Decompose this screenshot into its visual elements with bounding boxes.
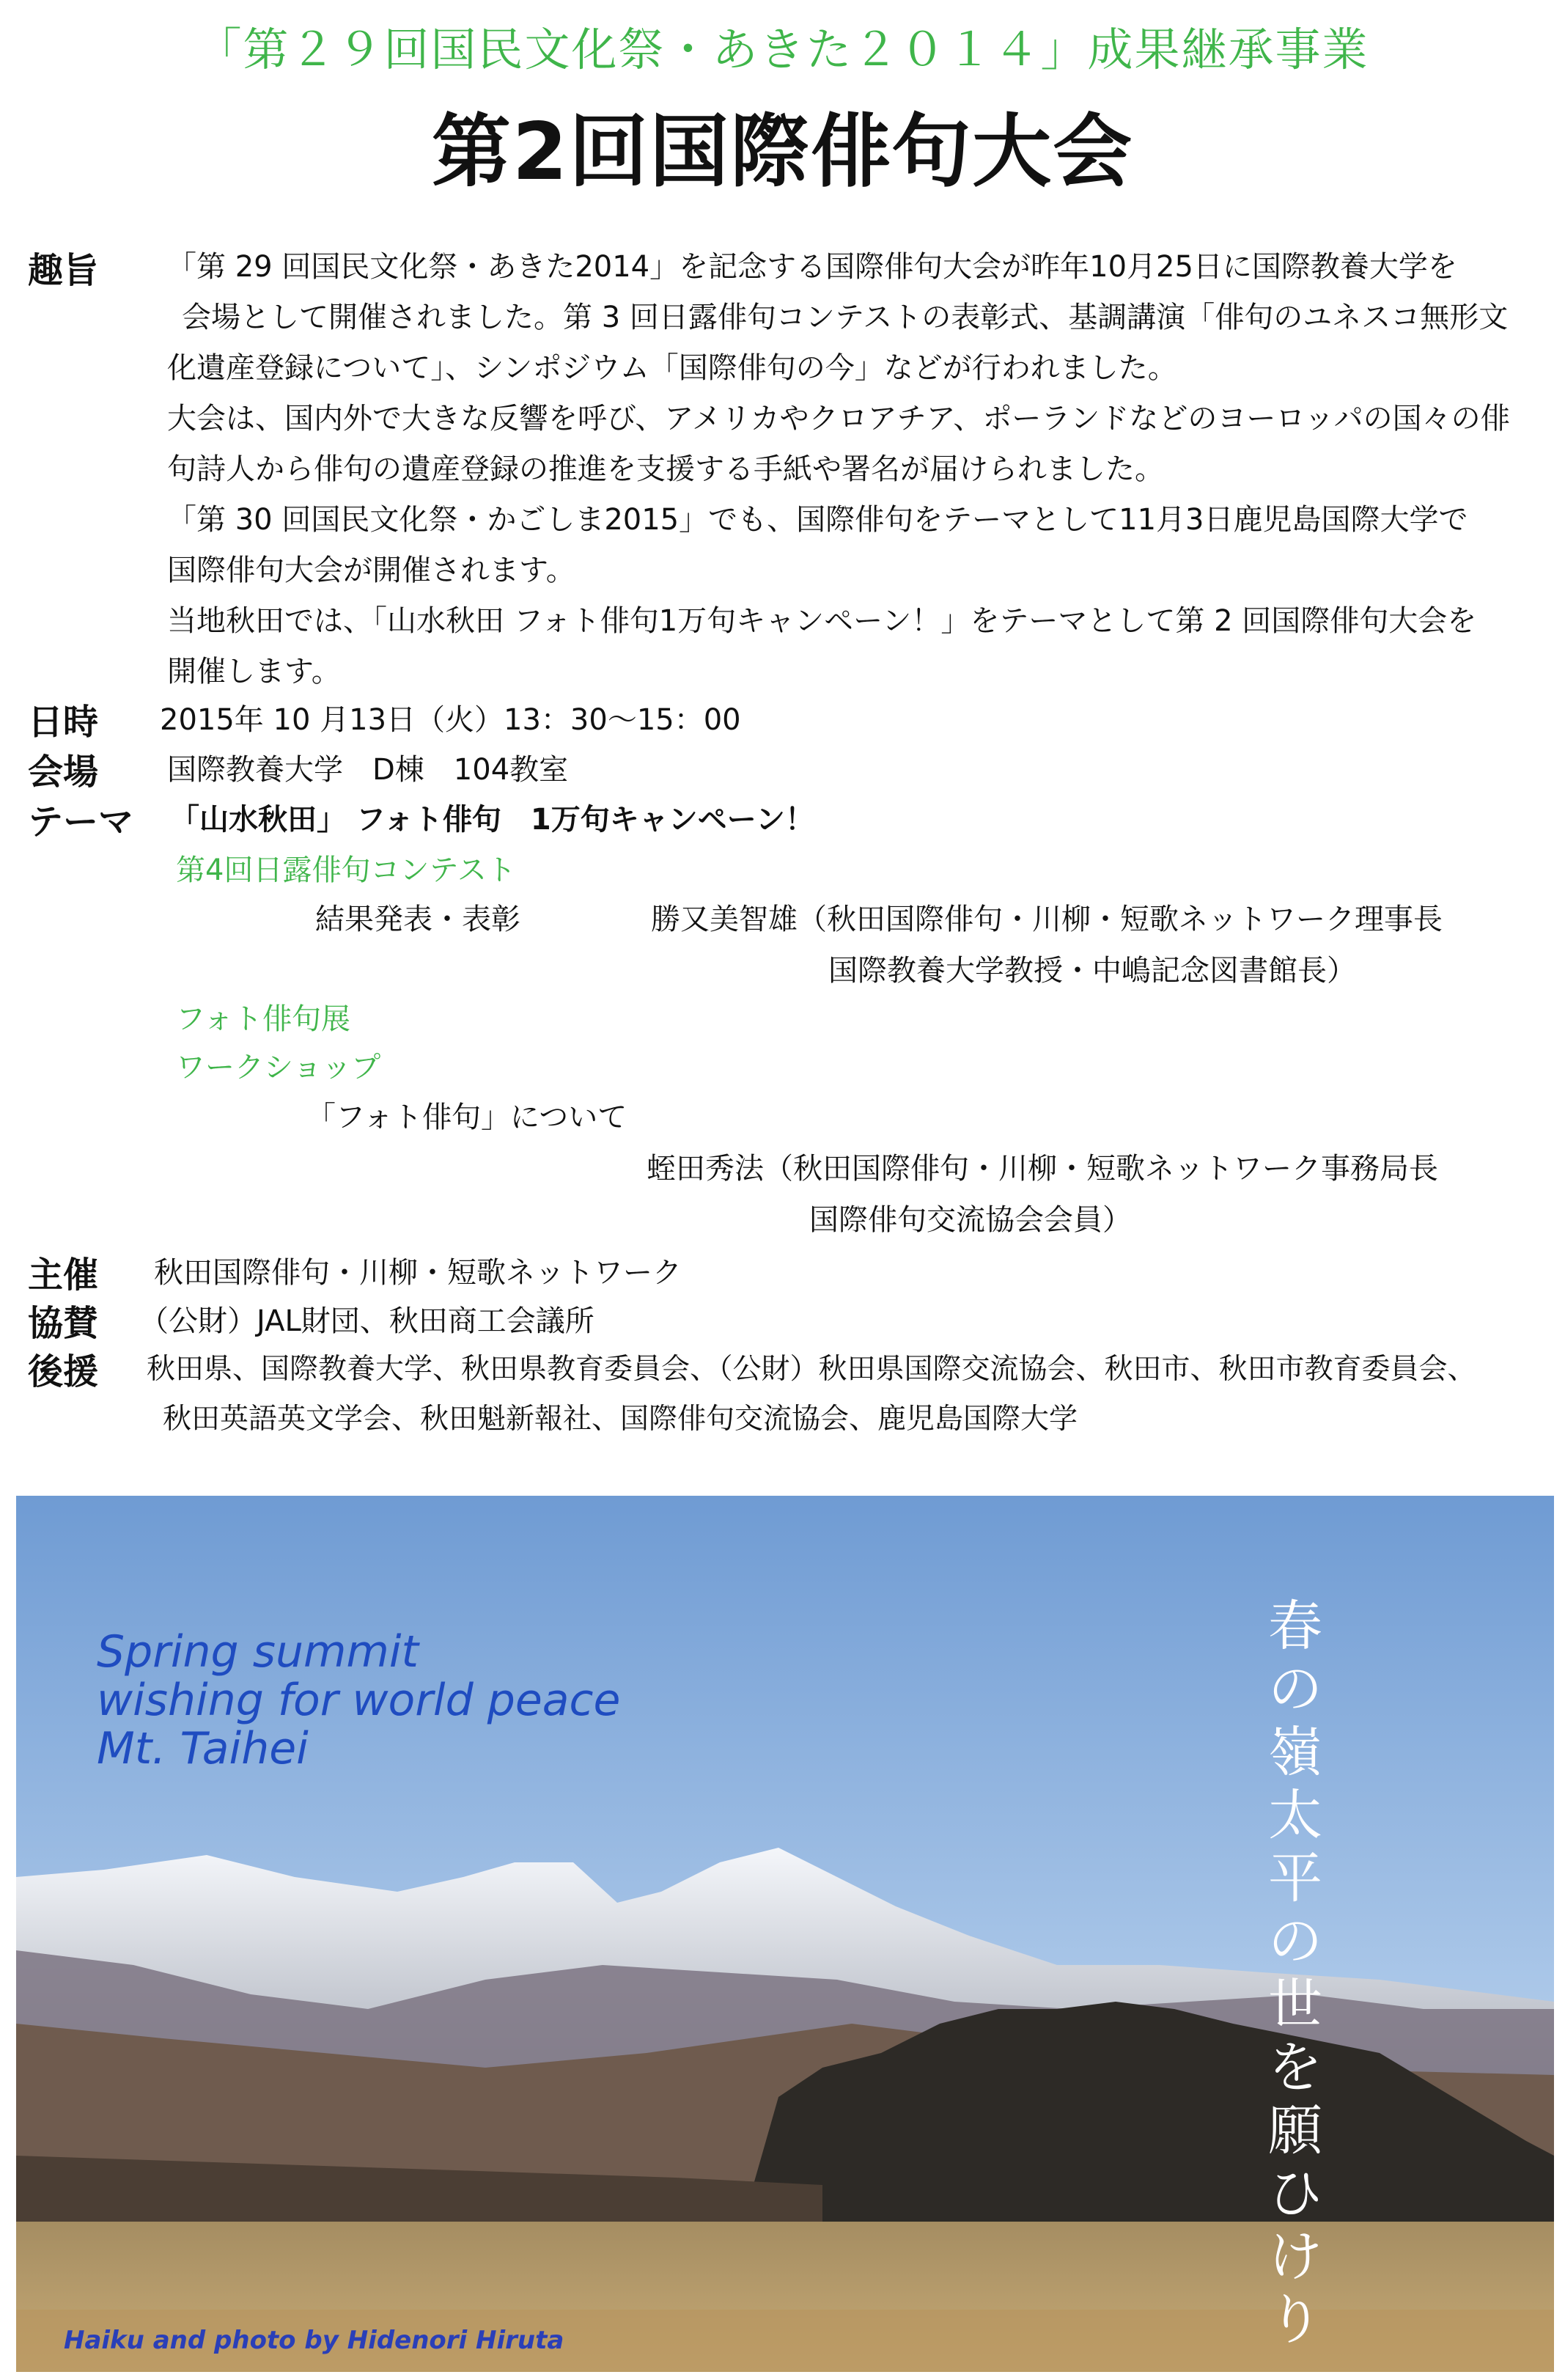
datetime-value: 2015年 10 月13日（火）13：30～15：00	[160, 703, 741, 737]
purpose-line: 化遺産登録について」、シンポジウム「国際俳句の今」などが行われました。	[167, 351, 1177, 385]
support-line2: 秋田英語英文学会、秋田魁新報社、国際俳句交流協会、鹿児島国際大学	[163, 1403, 1078, 1436]
sponsor-value: （公財）JAL財団、秋田商工会議所	[139, 1304, 594, 1338]
sponsor-label: 協賛	[28, 1303, 99, 1344]
datetime-label: 日時	[28, 702, 99, 743]
workshop-label: ワークショップ	[176, 1051, 381, 1084]
venue-label: 会場	[28, 752, 99, 793]
haiku-japanese-vertical: 春の嶺太平の世を願ひけり	[1268, 1595, 1322, 2351]
purpose-line: 会場として開催されました。第 3 回日露俳句コンテストの表彰式、基調講演「俳句のユネスコ無形文	[182, 301, 1509, 334]
event-subtitle: 「第２９回国民文化祭・あきた２０１４」成果継承事業	[196, 23, 1369, 76]
purpose-line: 国際俳句大会が開催されます。	[167, 554, 575, 587]
support-line1: 秋田県、国際教養大学、秋田県教育委員会、（公財）秋田県国際交流協会、秋田市、秋田市教育委員会、	[147, 1353, 1476, 1386]
mountain-photo	[16, 1496, 1554, 2372]
photo-credit: Haiku and photo by Hidenori Hiruta	[64, 2326, 564, 2355]
purpose-line: 「第 29 回国民文化祭・あきた2014」を記念する国際俳句大会が昨年10月25日に国際教養大学を	[167, 250, 1457, 284]
support-label: 後援	[28, 1351, 99, 1392]
page-title: 第2回国際俳句大会	[431, 106, 1134, 198]
theme-value: 「山水秋田」 フォト俳句 1万句キャンペーン！	[170, 803, 814, 837]
contest-title: 第4回日露俳句コンテスト	[176, 853, 516, 887]
purpose-line: 開催します。	[167, 655, 341, 688]
workshop-topic: 「フォト俳句」について	[306, 1101, 627, 1134]
presenter1-line2: 国際教養大学教授・中嶋記念図書館長）	[828, 954, 1356, 988]
organizer-value: 秋田国際俳句・川柳・短歌ネットワーク	[154, 1256, 682, 1290]
theme-label: テーマ	[28, 801, 134, 842]
purpose-line: 句詩人から俳句の遺産登録の推進を支援する手紙や署名が届けられました。	[167, 452, 1164, 486]
purpose-line: 当地秋田では、「山水秋田 フォト俳句1万句キャンペーン！」をテーマとして第 2 回国際俳句大会を	[167, 604, 1477, 638]
presenter2-line1: 蛭田秀法（秋田国際俳句・川柳・短歌ネットワーク事務局長	[647, 1152, 1438, 1186]
purpose-line: 「第 30 回国民文化祭・かごしま2015」でも、国際俳句をテーマとして11月3日鹿児島国際大学で	[167, 503, 1468, 537]
purpose-line: 大会は、国内外で大きな反響を呼び、アメリカやクロアチア、ポーランドなどのヨーロッパの国々の俳	[167, 402, 1510, 436]
purpose-text	[167, 242, 1510, 697]
haiku-english: Spring summit wishing for world peace Mt. Taihei	[97, 1626, 621, 1774]
photo-exhibit-label: フォト俳句展	[176, 1002, 350, 1036]
purpose-label: 趣旨	[28, 250, 99, 291]
results-label: 結果発表・表彰	[315, 903, 520, 936]
presenter1-line1: 勝又美智雄（秋田国際俳句・川柳・短歌ネットワーク理事長	[651, 903, 1443, 936]
venue-value: 国際教養大学 D棟 104教室	[167, 753, 569, 787]
presenter2-line2: 国際俳句交流協会会員）	[809, 1203, 1132, 1237]
organizer-label: 主催	[28, 1255, 99, 1296]
